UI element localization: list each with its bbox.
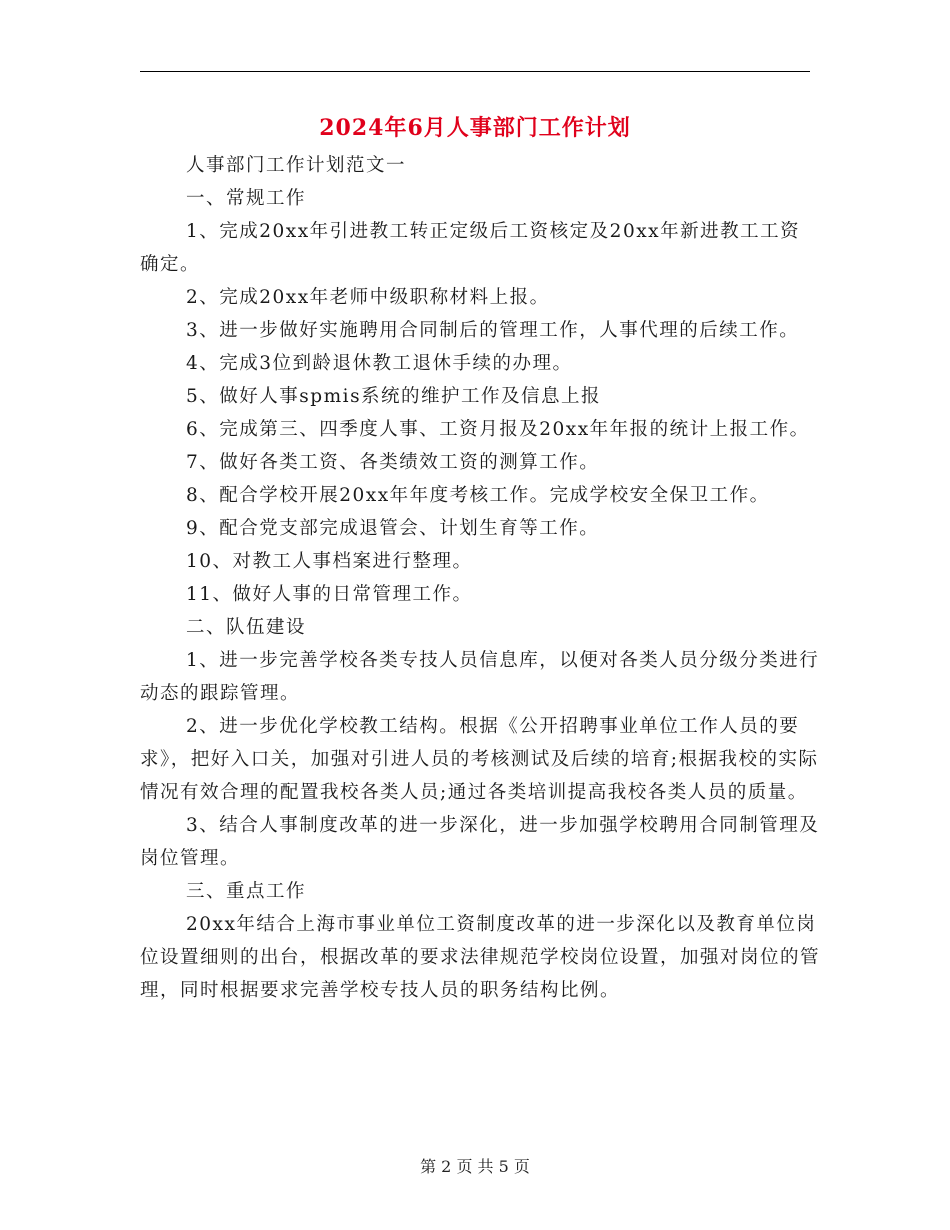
list-item: 9、配合党支部完成退管会、计划生育等工作。 [186,518,600,539]
list-item: 3、结合人事制度改革的进一步深化，进一步加强学校聘用合同制管理及岗位管理。 [140,815,820,869]
paragraph-intro: 人事部门工作计划范文一 [186,155,407,176]
list-item: 4、完成3位到龄退休教工退休手续的办理。 [186,353,573,374]
document-title: 2024年6月人事部门工作计划 [319,115,631,141]
section-heading-routine: 一、常规工作 [186,188,307,209]
list-item: 10、对教工人事档案进行整理。 [186,551,473,572]
list-item: 5、做好人事spmis系统的维护工作及信息上报 [186,386,602,407]
header-rule [140,71,810,72]
list-item: 1、完成20xx年引进教工转正定级后工资核定及20xx年新进教工工资确定。 [140,221,801,275]
section-heading-key-work: 三、重点工作 [186,881,307,902]
section-heading-team: 二、队伍建设 [186,617,307,638]
paragraph: 20xx年结合上海市事业单位工资制度改革的进一步深化以及教育单位岗位设置细则的出台，根据改革的要求法律规范学校岗位设置，加强对岗位的管理，同时根据要求完善学校专技人员的职务结构比例。 [140,914,821,1001]
document-body [140,149,820,1007]
list-item: 6、完成第三、四季度人事、工资月报及20xx年年报的统计上报工作。 [186,419,810,440]
list-item: 1、进一步完善学校各类专技人员信息库，以便对各类人员分级分类进行动态的跟踪管理。 [140,650,820,704]
list-item: 11、做好人事的日常管理工作。 [186,584,473,605]
list-item: 7、做好各类工资、各类绩效工资的测算工作。 [186,452,600,473]
list-item: 8、配合学校开展20xx年年度考核工作。完成学校安全保卫工作。 [186,485,770,506]
list-item: 2、完成20xx年老师中级职称材料上报。 [186,287,550,308]
list-item: 3、进一步做好实施聘用合同制后的管理工作，人事代理的后续工作。 [186,320,800,341]
page-number-footer: 第 2 页 共 5 页 [420,1157,530,1176]
list-item: 2、进一步优化学校教工结构。根据《公开招聘事业单位工作人员的要求》，把好入口关，加强对引进人员的考核测试及后续的培育;根据我校的实际情况有效合理的配置我校各类人员;通过各类培训提高我校各类人员的质量。 [140,716,819,803]
